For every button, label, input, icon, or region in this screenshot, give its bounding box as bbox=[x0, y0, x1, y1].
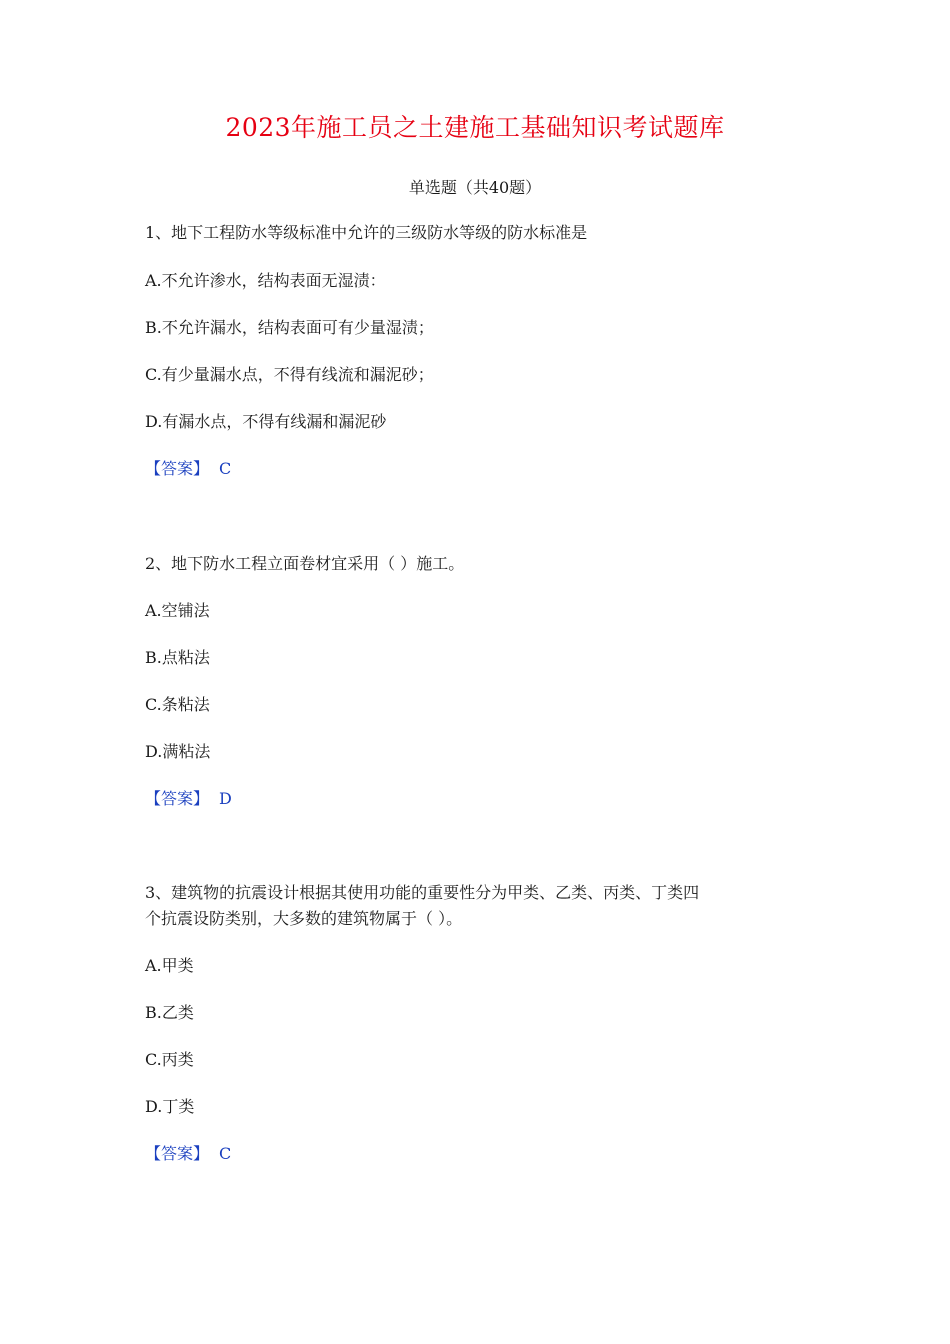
question-1-option-c: C.有少量漏水点，不得有线流和漏泥砂； bbox=[145, 365, 434, 384]
question-2-option-a: A.空铺法 bbox=[145, 601, 210, 620]
question-2-option-c: C.条粘法 bbox=[145, 695, 210, 714]
question-1-option-d: D.有漏水点，不得有线漏和漏泥砂 bbox=[145, 412, 387, 431]
section-heading: 单选题（共40题） bbox=[408, 178, 542, 197]
question-3-option-d: D.丁类 bbox=[145, 1097, 195, 1116]
question-3-answer bbox=[145, 1141, 825, 1167]
question-2-answer bbox=[145, 786, 825, 812]
answer-value: C bbox=[219, 459, 232, 478]
question-1-stem: 1、地下工程防水等级标准中允许的三级防水等级的防水标准是 bbox=[145, 223, 588, 242]
question-2-option-d: D.满粘法 bbox=[145, 742, 211, 761]
question-3-option-a: A.甲类 bbox=[145, 956, 194, 975]
question-1-option-a: A.不允许渗水，结构表面无湿渍： bbox=[145, 271, 386, 290]
answer-label: 【答案】 bbox=[145, 789, 210, 808]
answer-value: C bbox=[219, 1144, 232, 1163]
question-1-option-b: B.不允许漏水，结构表面可有少量湿渍； bbox=[145, 318, 434, 337]
question-2-stem: 2、地下防水工程立面卷材宜采用（ ）施工。 bbox=[145, 554, 465, 573]
question-3-stem-line-1: 3、建筑物的抗震设计根据其使用功能的重要性分为甲类、乙类、丙类、丁类四 bbox=[145, 883, 700, 902]
question-3-option-b: B.乙类 bbox=[145, 1003, 194, 1022]
answer-label: 【答案】 bbox=[145, 459, 210, 478]
document-title: 2023年施工员之土建施工基础知识考试题库 bbox=[225, 113, 725, 142]
question-3-option-c: C.丙类 bbox=[145, 1050, 194, 1069]
question-3-stem-line-2: 个抗震设防类别，大多数的建筑物属于（ ）。 bbox=[145, 909, 463, 928]
question-1-answer bbox=[145, 456, 825, 482]
question-2-option-b: B.点粘法 bbox=[145, 648, 210, 667]
answer-label: 【答案】 bbox=[145, 1144, 210, 1163]
answer-value: D bbox=[219, 789, 232, 808]
